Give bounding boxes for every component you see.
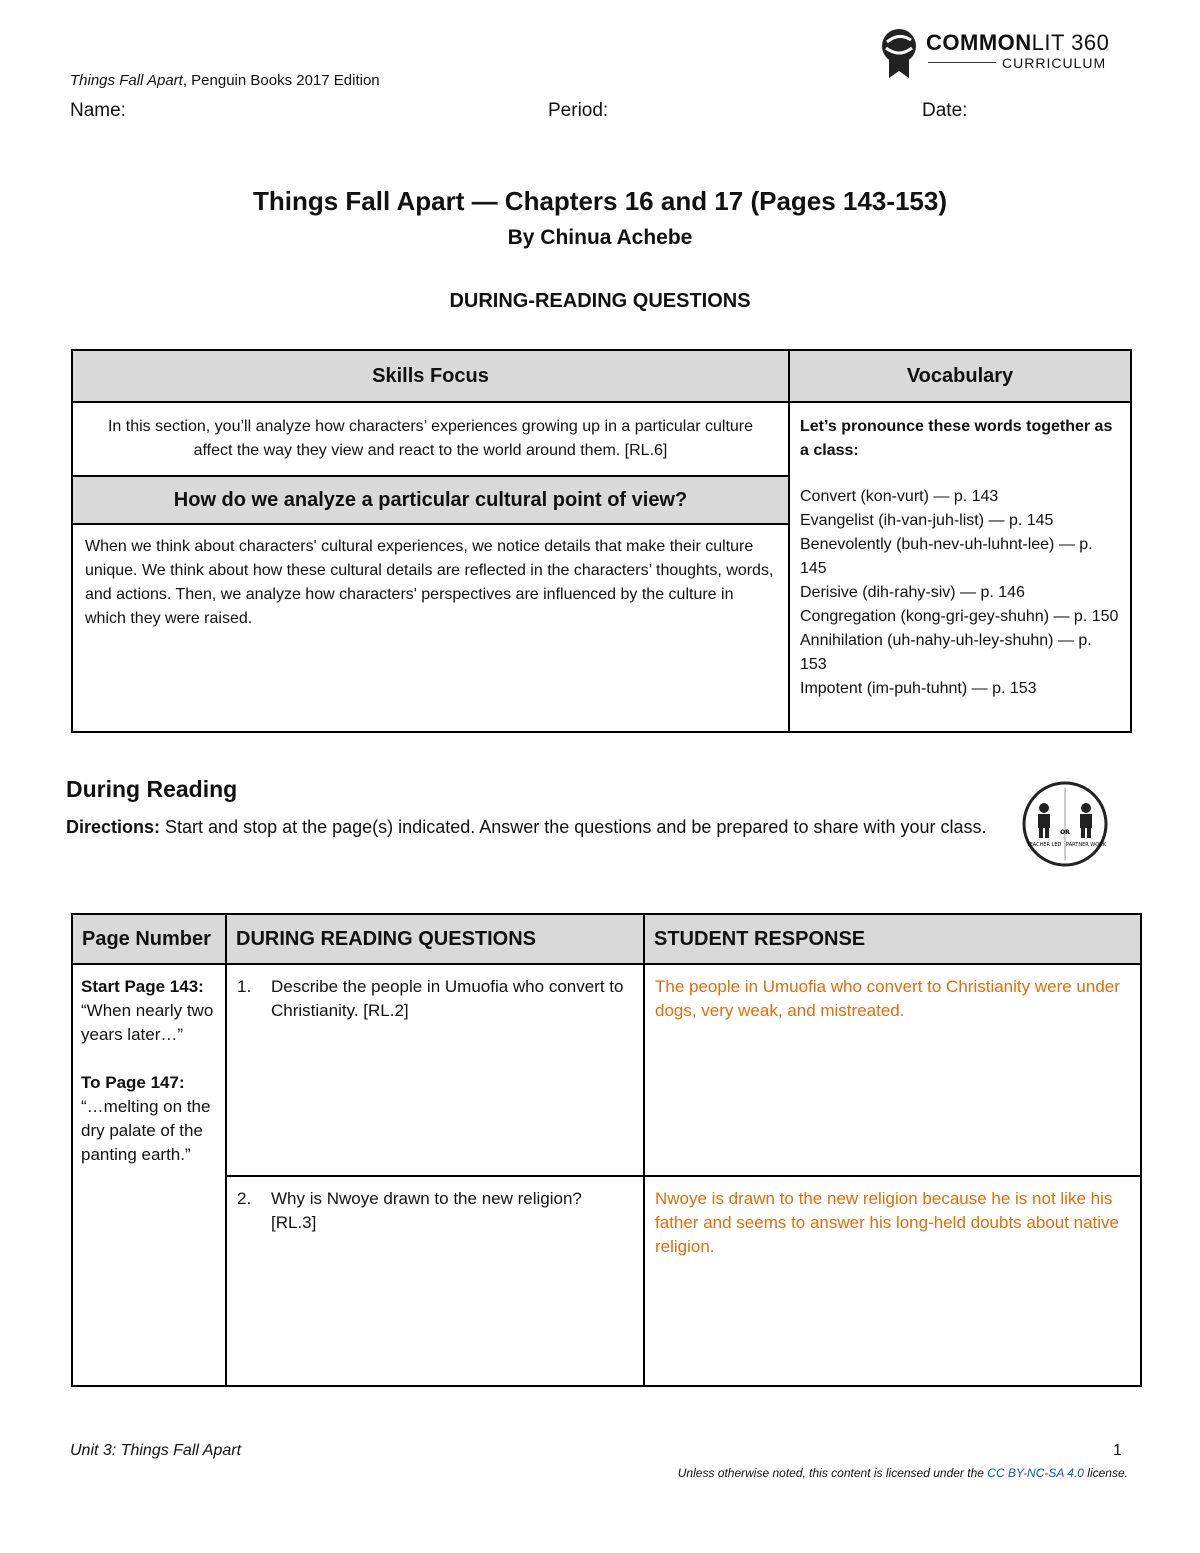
table-row bbox=[72, 1176, 1141, 1386]
question-number: 1. bbox=[237, 977, 252, 996]
end-quote: “…melting on the dry palate of the panting earth.” bbox=[81, 1097, 211, 1164]
table-row bbox=[72, 964, 1141, 1176]
byline: By Chinua Achebe bbox=[507, 226, 693, 249]
commonlit-logo bbox=[872, 22, 1132, 82]
vocab-item: Convert (kon-vurt) — p. 143 bbox=[800, 488, 999, 505]
logo-icon bbox=[876, 26, 922, 80]
col-header-questions: DURING READING QUESTIONS bbox=[226, 914, 644, 964]
col-header-page: Page Number bbox=[72, 914, 226, 964]
vocab-item: Benevolently (buh-nev-uh-luhnt-lee) — p. 145 bbox=[800, 536, 1093, 577]
date-label: Date: bbox=[922, 100, 968, 121]
section-heading: DURING-READING QUESTIONS bbox=[449, 290, 751, 312]
page-range-cell bbox=[72, 964, 226, 1386]
directions bbox=[66, 812, 996, 842]
svg-text:TEACHER LED: TEACHER LED bbox=[1026, 842, 1062, 848]
col-header-response: STUDENT RESPONSE bbox=[644, 914, 1141, 964]
edition-title: Things Fall Apart bbox=[70, 72, 183, 89]
logo-brand: COMMONLIT 360 bbox=[926, 30, 1110, 55]
skills-focus-text: In this section, you’ll analyze how characters’ experiences growing up in a particular culture affect the way they view and react to the world around them. [RL.6] bbox=[72, 402, 789, 476]
name-label: Name: bbox=[70, 100, 126, 121]
vocabulary-header: Vocabulary bbox=[789, 350, 1131, 402]
vocab-item: Derisive (dih-rahy-siv) — p. 146 bbox=[800, 584, 1025, 601]
license-line: Unless otherwise noted, this content is licensed under the CC BY-NC-SA 4.0 license. bbox=[677, 1466, 1128, 1480]
page-title: Things Fall Apart — Chapters 16 and 17 (Pages 143-153) bbox=[252, 186, 948, 216]
vocab-lead: Let’s pronounce these words together as a class: bbox=[800, 418, 1113, 459]
question-number: 2. bbox=[237, 1189, 252, 1208]
logo-rule bbox=[928, 62, 996, 63]
directions-text: Start and stop at the page(s) indicated. Answer the questions and be prepared to share with your class. bbox=[160, 817, 987, 837]
during-reading-title: During Reading bbox=[66, 776, 238, 802]
edition-line bbox=[70, 72, 380, 89]
footer-unit: Unit 3: Things Fall Apart bbox=[70, 1442, 242, 1459]
period-label: Period: bbox=[548, 100, 609, 121]
license-link[interactable]: CC BY-NC-SA 4.0 bbox=[987, 1466, 1084, 1480]
response-cell[interactable]: The people in Umuofia who convert to Christianity were under dogs, very weak, and mistreated. bbox=[644, 964, 1141, 1176]
skills-vocab-table bbox=[71, 349, 1132, 733]
page-number: 1 bbox=[1113, 1442, 1122, 1459]
svg-text:OR: OR bbox=[1060, 829, 1070, 836]
teacher-led-or-partner-work-icon bbox=[1020, 780, 1110, 868]
questions-table bbox=[71, 913, 1142, 1387]
question-cell bbox=[226, 964, 644, 1176]
vocab-item: Congregation (kong-gri-gey-shuhn) — p. 150 bbox=[800, 608, 1119, 625]
question-text: Why is Nwoye drawn to the new religion? [RL.3] bbox=[271, 1189, 582, 1232]
vocab-item: Annihilation (uh-nahy-uh-ley-shuhn) — p. 153 bbox=[800, 632, 1092, 673]
skills-focus-header: Skills Focus bbox=[72, 350, 789, 402]
question-cell bbox=[226, 1176, 644, 1386]
edition-rest: , Penguin Books 2017 Edition bbox=[182, 72, 380, 89]
directions-label: Directions: bbox=[66, 817, 161, 837]
response-cell[interactable]: Nwoye is drawn to the new religion because he is not like his father and seems to answer his long-held doubts about native religion. bbox=[644, 1176, 1141, 1386]
focus-explanation: When we think about characters' cultural experiences, we notice details that make their culture unique. We think about how these cultural details are reflected in the characters’ thoughts, words, and actions. Then, we analyze how characters' perspectives are influenced by the culture in which they were raised. bbox=[72, 524, 789, 732]
question-text: Describe the people in Umuofia who convert to Christianity. [RL.2] bbox=[271, 977, 624, 1020]
start-quote: “When nearly two years later…” bbox=[81, 1001, 214, 1044]
focus-question: How do we analyze a particular cultural point of view? bbox=[72, 476, 789, 524]
svg-text:PARTNER WORK: PARTNER WORK bbox=[1066, 842, 1106, 848]
logo-subtitle: CURRICULUM bbox=[1002, 55, 1107, 71]
start-page-label: Start Page 143: bbox=[81, 977, 204, 996]
vocab-item: Evangelist (ih-van-juh-list) — p. 145 bbox=[800, 512, 1054, 529]
vocabulary-list bbox=[789, 402, 1131, 732]
end-page-label: To Page 147: bbox=[81, 1073, 185, 1092]
vocab-item: Impotent (im-puh-tuhnt) — p. 153 bbox=[800, 680, 1037, 697]
